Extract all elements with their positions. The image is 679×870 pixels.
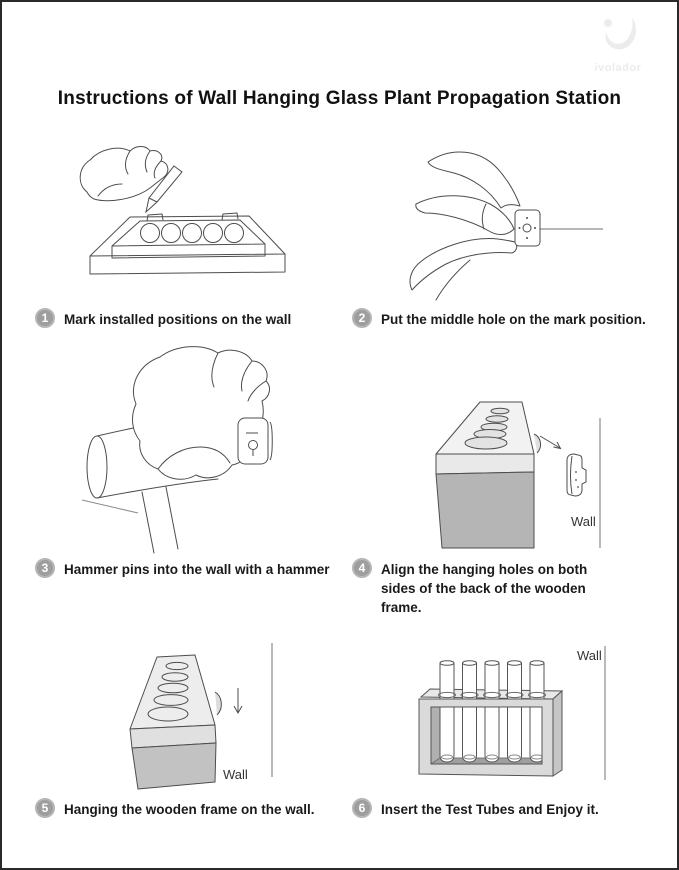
pinching-hand bbox=[410, 152, 520, 300]
test-tubes bbox=[440, 661, 544, 762]
step-2-illustration bbox=[400, 142, 652, 307]
step-6-number-badge: 6 bbox=[352, 798, 372, 818]
wall-hook-piece bbox=[567, 454, 586, 496]
step-5-caption bbox=[35, 798, 335, 819]
step-3-caption-text: Hammer pins into the wall with a hammer bbox=[64, 562, 330, 577]
step-6-caption-text: Insert the Test Tubes and Enjoy it. bbox=[381, 802, 599, 817]
step-6-illustration bbox=[400, 630, 655, 802]
step-5-caption-text: Hanging the wooden frame on the wall. bbox=[64, 802, 315, 817]
step-5-number-badge: 5 bbox=[35, 798, 55, 818]
brand-watermark-text: ivolador bbox=[594, 62, 642, 74]
step-6-caption bbox=[352, 798, 652, 819]
wall-edge-line bbox=[82, 500, 138, 513]
brand-watermark bbox=[581, 16, 655, 74]
wooden-frame bbox=[130, 655, 221, 789]
step-1-illustration bbox=[62, 144, 312, 304]
test-tube-rack bbox=[419, 661, 562, 776]
wooden-frame bbox=[436, 402, 541, 548]
step-4-caption bbox=[352, 558, 620, 617]
step-2-caption bbox=[352, 308, 652, 329]
step-5-illustration bbox=[110, 630, 315, 802]
wood-frame-top-view bbox=[90, 213, 285, 274]
step-1-caption-text: Mark installed positions on the wall bbox=[64, 312, 292, 327]
step-2-caption-text: Put the middle hole on the mark position. bbox=[381, 312, 646, 327]
wall-label: Wall bbox=[571, 514, 596, 529]
step-3-caption bbox=[35, 558, 335, 579]
test-tube bbox=[440, 661, 454, 762]
step-3-number-badge: 3 bbox=[35, 558, 55, 578]
wall-hanger-piece bbox=[515, 210, 540, 246]
arrow-icon bbox=[540, 436, 561, 449]
test-tube bbox=[508, 661, 522, 762]
step-4-caption-text: Align the hanging holes on both sides of the back of the wooden frame. bbox=[381, 562, 588, 616]
brand-logo-icon bbox=[596, 16, 640, 56]
page-title: Instructions of Wall Hanging Glass Plant Propagation Station bbox=[57, 88, 622, 109]
wall-label: Wall bbox=[223, 767, 248, 782]
wall-hanger-piece bbox=[238, 418, 272, 464]
step-1-number-badge: 1 bbox=[35, 308, 55, 328]
step-2-number-badge: 2 bbox=[352, 308, 372, 328]
wall-label: Wall bbox=[577, 648, 602, 663]
test-tube bbox=[463, 661, 477, 762]
test-tube bbox=[485, 661, 499, 762]
down-arrow-icon bbox=[234, 688, 242, 713]
step-3-illustration bbox=[80, 340, 325, 555]
step-4-illustration bbox=[422, 390, 652, 552]
step-1-caption bbox=[35, 308, 335, 329]
step-4-number-badge: 4 bbox=[352, 558, 372, 578]
